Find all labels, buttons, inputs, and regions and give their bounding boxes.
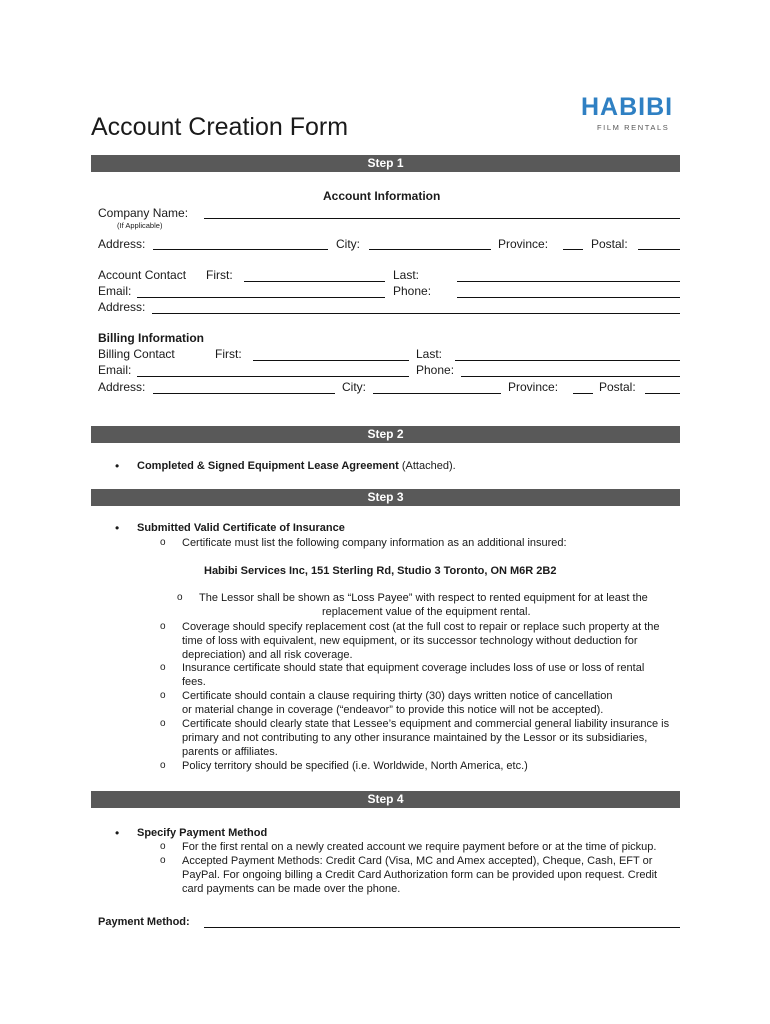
postal-field[interactable] <box>638 249 680 250</box>
address-label: Address: <box>98 237 146 251</box>
if-applicable-note: (If Applicable) <box>117 221 163 230</box>
step3-sub2-line2: replacement value of the equipment rental. <box>322 606 531 618</box>
billing-last-field[interactable] <box>455 360 680 361</box>
account-info-heading: Account Information <box>323 189 441 203</box>
step3-sub3: Coverage should specify replacement cost (at the full cost to repair or replace such property at the time of loss with equivalent, new equipment, or its successor technology without deduction for depreciation) and all risk coverage. <box>182 621 660 661</box>
step3-sub6-marker: o <box>160 718 166 729</box>
step3-sub3-marker: o <box>160 621 166 632</box>
step3-bar: Step 3 <box>91 489 680 506</box>
billing-first-label: First: <box>215 347 242 361</box>
step2-item-rest: (Attached). <box>398 460 456 472</box>
company-name-field[interactable] <box>204 218 680 219</box>
contact-address-label: Address: <box>98 300 146 314</box>
billing-postal-field[interactable] <box>645 393 680 394</box>
step3-sub7-marker: o <box>160 760 166 771</box>
billing-email-label: Email: <box>98 363 132 377</box>
step3-sub6: Certificate should clearly state that Lessee’s equipment and commercial general liability insurance is primary and not contributing to any other insurance maintained by the Lessor or its subsidiaries, parents or affiliates. <box>182 718 670 758</box>
postal-label: Postal: <box>591 237 628 251</box>
contact-address-field[interactable] <box>152 313 680 314</box>
billing-province-label: Province: <box>508 380 559 394</box>
payment-method-label: Payment Method: <box>98 916 190 928</box>
billing-email-field[interactable] <box>137 376 409 377</box>
billing-info-heading: Billing Information <box>98 331 204 345</box>
email-label: Email: <box>98 284 132 298</box>
billing-last-label: Last: <box>416 347 443 361</box>
step3-sub4: Insurance certificate should state that equipment coverage includes loss of use or loss of rental fees. <box>182 662 645 688</box>
company-name-label: Company Name: <box>98 206 189 220</box>
billing-province-field[interactable] <box>573 393 593 394</box>
page-title: Account Creation Form <box>91 113 349 141</box>
step3-sub7: Policy territory should be specified (i.e. Worldwide, North America, etc.) <box>182 760 528 772</box>
company-insured-info: Habibi Services Inc, 151 Sterling Rd, Studio 3 Toronto, ON M6R 2B2 <box>204 565 557 577</box>
billing-address-field[interactable] <box>153 393 335 394</box>
phone-label: Phone: <box>393 284 432 298</box>
province-field[interactable] <box>563 249 583 250</box>
step2-item-bold: Completed & Signed Equipment Lease Agreement <box>137 460 399 472</box>
step3-sub4-marker: o <box>160 662 166 673</box>
step3-sub2-marker: o <box>177 592 183 603</box>
first-name-field[interactable] <box>244 281 385 282</box>
account-contact-label: Account Contact <box>98 268 187 282</box>
step3-sub5-marker: o <box>160 690 166 701</box>
billing-city-field[interactable] <box>373 393 501 394</box>
step4-sub2-marker: o <box>160 855 166 866</box>
billing-postal-label: Postal: <box>599 380 636 394</box>
billing-city-label: City: <box>342 380 366 394</box>
step3-sub1-marker: o <box>160 537 166 548</box>
step4-sub1: For the first rental on a newly created account we require payment before or at the time of pickup. <box>182 841 657 853</box>
step4-bullet: • <box>115 826 120 840</box>
step4-item: Specify Payment Method <box>137 827 268 839</box>
step4-sub2: Accepted Payment Methods: Credit Card (Visa, MC and Amex accepted), Cheque, Cash, EFT or PayPal. For ongoing billing a Credit Card Authorization form can be provided upon request. Credit card payments can be made over the phone. <box>182 855 658 895</box>
payment-method-field[interactable] <box>204 927 680 928</box>
first-name-label: First: <box>206 268 233 282</box>
billing-phone-label: Phone: <box>416 363 455 377</box>
step2-bar: Step 2 <box>91 426 680 443</box>
address-field[interactable] <box>153 249 328 250</box>
last-name-field[interactable] <box>457 281 680 282</box>
step4-sub1-marker: o <box>160 841 166 852</box>
step3-bullet: • <box>115 521 120 535</box>
company-logo <box>581 94 673 132</box>
city-field[interactable] <box>369 249 491 250</box>
billing-first-field[interactable] <box>253 360 409 361</box>
province-label: Province: <box>498 237 549 251</box>
billing-address-label: Address: <box>98 380 146 394</box>
billing-phone-field[interactable] <box>461 376 680 377</box>
phone-field[interactable] <box>457 297 680 298</box>
step3-item: Submitted Valid Certificate of Insurance <box>137 522 345 534</box>
step3-sub1: Certificate must list the following company information as an additional insured: <box>182 537 567 549</box>
logo-subtitle: FILM RENTALS <box>597 123 670 132</box>
step1-bar: Step 1 <box>91 155 680 172</box>
billing-contact-label: Billing Contact <box>98 347 175 361</box>
step4-bar: Step 4 <box>91 791 680 808</box>
last-name-label: Last: <box>393 268 420 282</box>
email-field[interactable] <box>137 297 385 298</box>
step2-bullet: • <box>115 459 120 473</box>
city-label: City: <box>336 237 360 251</box>
step3-sub5: Certificate should contain a clause requiring thirty (30) days written notice of cancellation or material change in coverage (“endeavor” to provide this notice will not be accepted). <box>182 690 613 716</box>
step2-item <box>137 459 456 473</box>
step3-sub2-line1: The Lessor shall be shown as “Loss Payee” with respect to rented equipment for at least the <box>199 592 648 604</box>
logo-wordmark: HABIBI <box>581 93 674 121</box>
